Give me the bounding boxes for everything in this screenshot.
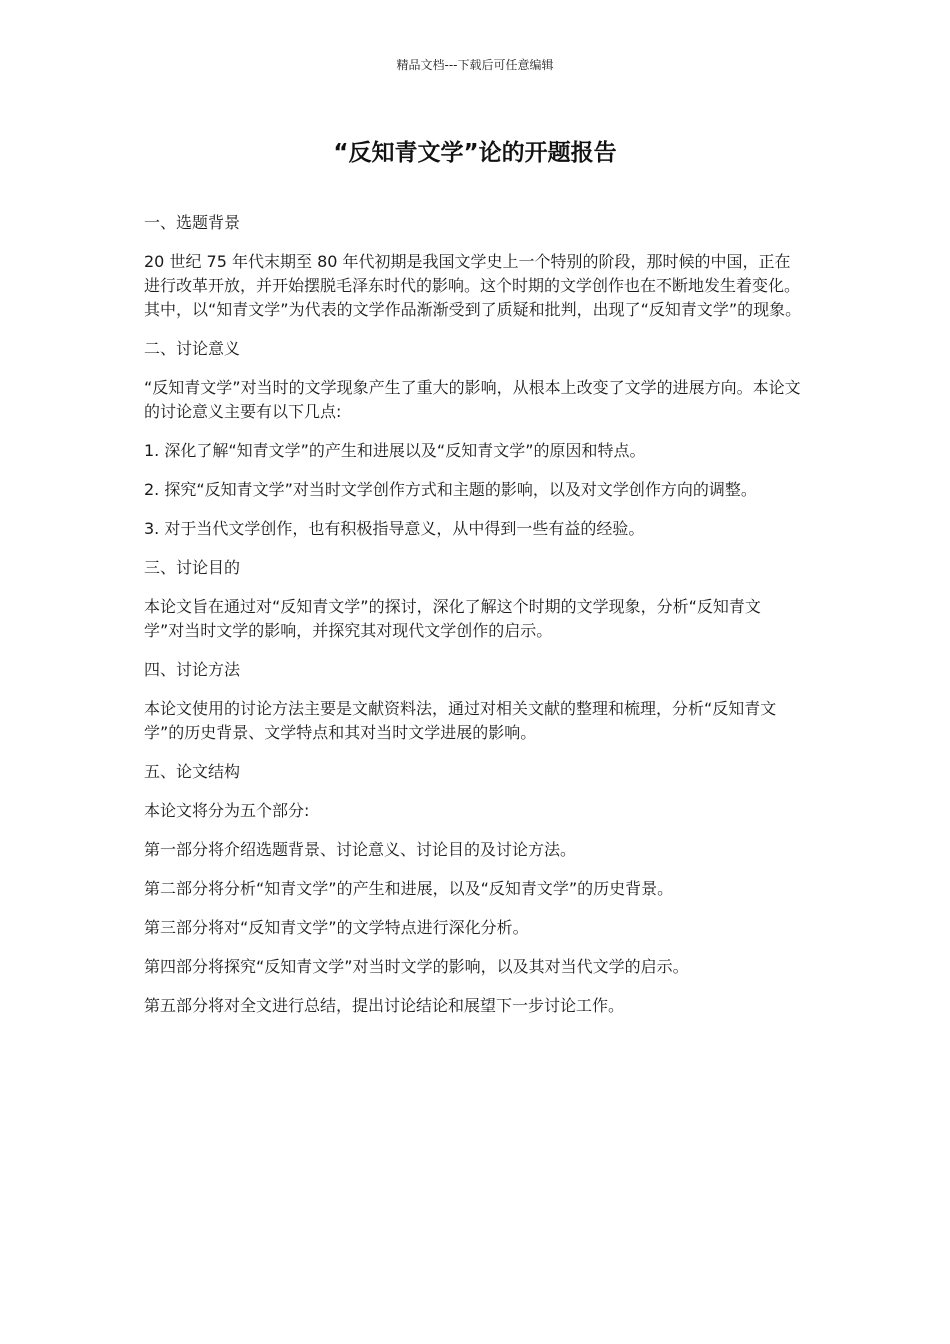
structure-part-3: 第三部分将对“反知青文学”的文学特点进行深化分析。 [144, 918, 529, 937]
structure-intro: 本论文将分为五个部分: [144, 801, 310, 820]
section-heading-background: 一、选题背景 [144, 213, 241, 232]
document-title: “反知青文学”论的开题报告 [333, 140, 617, 166]
structure-part-5: 第五部分将对全文进行总结，提出讨论结论和展望下一步讨论工作。 [144, 996, 625, 1015]
document-body [144, 211, 814, 1033]
structure-part-1: 第一部分将介绍选题背景、讨论意义、讨论目的及讨论方法。 [144, 840, 577, 859]
significance-item-3: 3. 对于当代文学创作，也有积极指导意义，从中得到一些有益的经验。 [144, 519, 645, 538]
method-paragraph: 本论文使用的讨论方法主要是文献资料法，通过对相关文献的整理和梳理，分析“反知青文学”的历史背景、文学特点和其对当时文学进展的影响。 [144, 699, 777, 742]
significance-item-1: 1. 深化了解“知青文学”的产生和进展以及“反知青文学”的原因和特点。 [144, 441, 646, 460]
purpose-paragraph: 本论文旨在通过对“反知青文学”的探讨，深化了解这个时期的文学现象，分析“反知青文学”对当时文学的影响，并探究其对现代文学创作的启示。 [144, 597, 761, 640]
section-heading-method: 四、讨论方法 [144, 660, 241, 679]
significance-intro: “反知青文学”对当时的文学现象产生了重大的影响，从根本上改变了文学的进展方向。本论文的讨论意义主要有以下几点: [144, 378, 801, 421]
section-heading-structure: 五、论文结构 [144, 762, 241, 781]
section-heading-significance: 二、讨论意义 [144, 339, 241, 358]
background-paragraph: 20 世纪 75 年代末期至 80 年代初期是我国文学史上一个特别的阶段，那时候的中国，正在进行改革开放，并开始摆脱毛泽东时代的影响。这个时期的文学创作也在不断地发生着变化。其中，以“知青文学”为代表的文学作品渐渐受到了质疑和批判，出现了“反知青文学”的现象。 [144, 252, 802, 319]
structure-part-4: 第四部分将探究“反知青文学”对当时文学的影响，以及其对当代文学的启示。 [144, 957, 689, 976]
section-heading-purpose: 三、讨论目的 [144, 558, 241, 577]
page-header: 精品文档---下载后可任意编辑 [396, 58, 554, 72]
significance-item-2: 2. 探究“反知青文学”对当时文学创作方式和主题的影响，以及对文学创作方向的调整。 [144, 480, 757, 499]
structure-part-2: 第二部分将分析“知青文学”的产生和进展，以及“反知青文学”的历史背景。 [144, 879, 674, 898]
